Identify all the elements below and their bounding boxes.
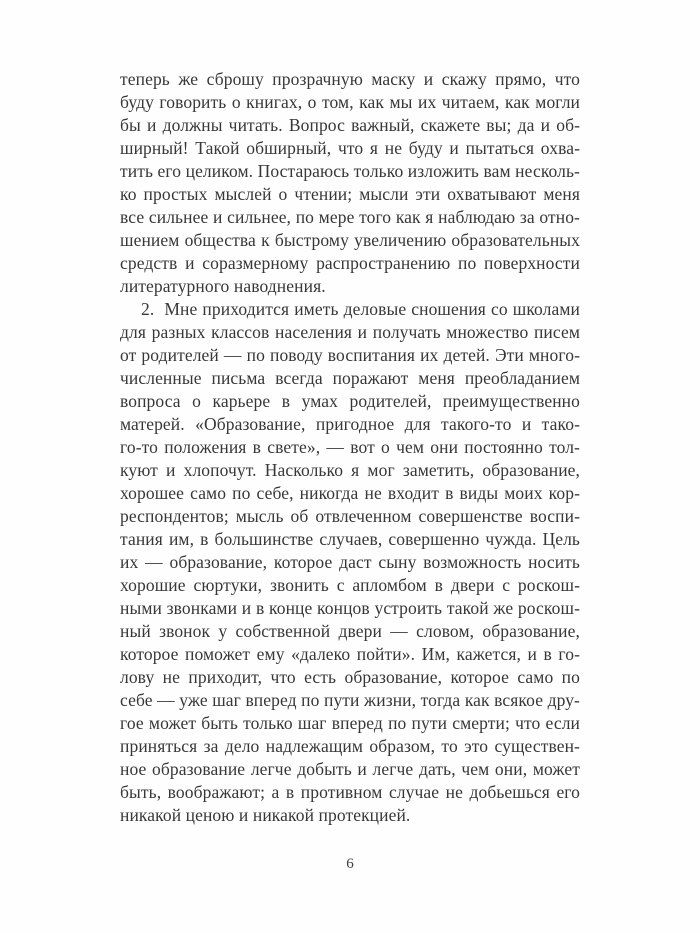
text-line: тания им, в большинстве случаев, совершенно чужда. Цель (120, 529, 580, 549)
text-line: бы и должны читать. Вопрос важный, скажете вы; да и об- (120, 115, 580, 135)
text-line: респондентов; мысль об отвлеченном совершенстве воспи- (120, 506, 580, 526)
page-number: 6 (346, 856, 354, 872)
text-line: их — образование, которое даст сыну возможность носить (120, 552, 580, 572)
text-line: литературного наводнения. (120, 276, 326, 296)
text-line: ными звонками и в конце концов устроить такой же роскош- (120, 598, 580, 618)
text-line: лову не приходит, что есть образование, которое само по (120, 667, 580, 687)
text-line: гое может быть только шаг вперед по пути смерти; что если (120, 713, 580, 733)
text-line: буду говорить о книгах, о том, как мы их читаем, как могли (120, 92, 580, 112)
text-line: шением общества к быстрому увеличению образовательных (120, 230, 580, 250)
text-line: ное образование легче добыть и легче дать, чем они, может (120, 759, 580, 779)
text-line: хорошее само по себе, никогда не входит в виды моих кор- (120, 483, 580, 503)
text-line: куют и хлопочут. Насколько я мог заметить, образование, (120, 460, 580, 480)
text-line: тить его целиком. Постараюсь только изложить вам несколь- (120, 161, 580, 181)
text-line: ширный! Такой обширный, что я не буду и пытаться охва- (120, 138, 580, 158)
text-line: которое поможет ему «далеко пойти». Им, кажется, и в го- (120, 644, 580, 664)
text-line: численные письма всегда поражают меня преобладанием (120, 368, 580, 388)
text-line: быть, воображают; а в противном случае не добьешься его (120, 782, 580, 802)
text-line: вопроса о карьере в умах родителей, преимущественно (120, 391, 580, 411)
text-line: го-то положения в свете», — вот о чем они постоянно тол- (120, 437, 580, 457)
text-line: ко простых мыслей о чтении; мысли эти охватывают меня (120, 184, 580, 204)
paragraph (120, 298, 580, 827)
text-line: средств и соразмерному распространению по поверхности (120, 253, 580, 273)
text-line: хорошие сюртуки, звонить с апломбом в двери с роскош- (120, 575, 580, 595)
text-block (120, 68, 580, 827)
text-line: матерей. «Образование, пригодное для такого-то и тако- (120, 414, 580, 434)
text-line: себе — уже шаг вперед по пути жизни, тогда как всякое дру- (120, 690, 580, 710)
text-line: 2. Мне приходится иметь деловые сношения со школами (141, 299, 580, 319)
text-line: для разных классов населения и получать множество писем (120, 322, 580, 342)
text-line: приняться за дело надлежащим образом, то это существен- (120, 736, 580, 756)
text-line: никакой ценою и никакой протекцией. (120, 805, 411, 825)
paragraph (120, 68, 580, 298)
text-line: теперь же сброшу прозрачную маску и скажу прямо, что (120, 69, 580, 89)
text-line: ный звонок у собственной двери — словом, образование, (120, 621, 580, 641)
text-line: все сильнее и сильнее, по мере того как я наблюдаю за отно- (120, 207, 580, 227)
text-line: от родителей — по поводу воспитания их детей. Эти много- (120, 345, 580, 365)
